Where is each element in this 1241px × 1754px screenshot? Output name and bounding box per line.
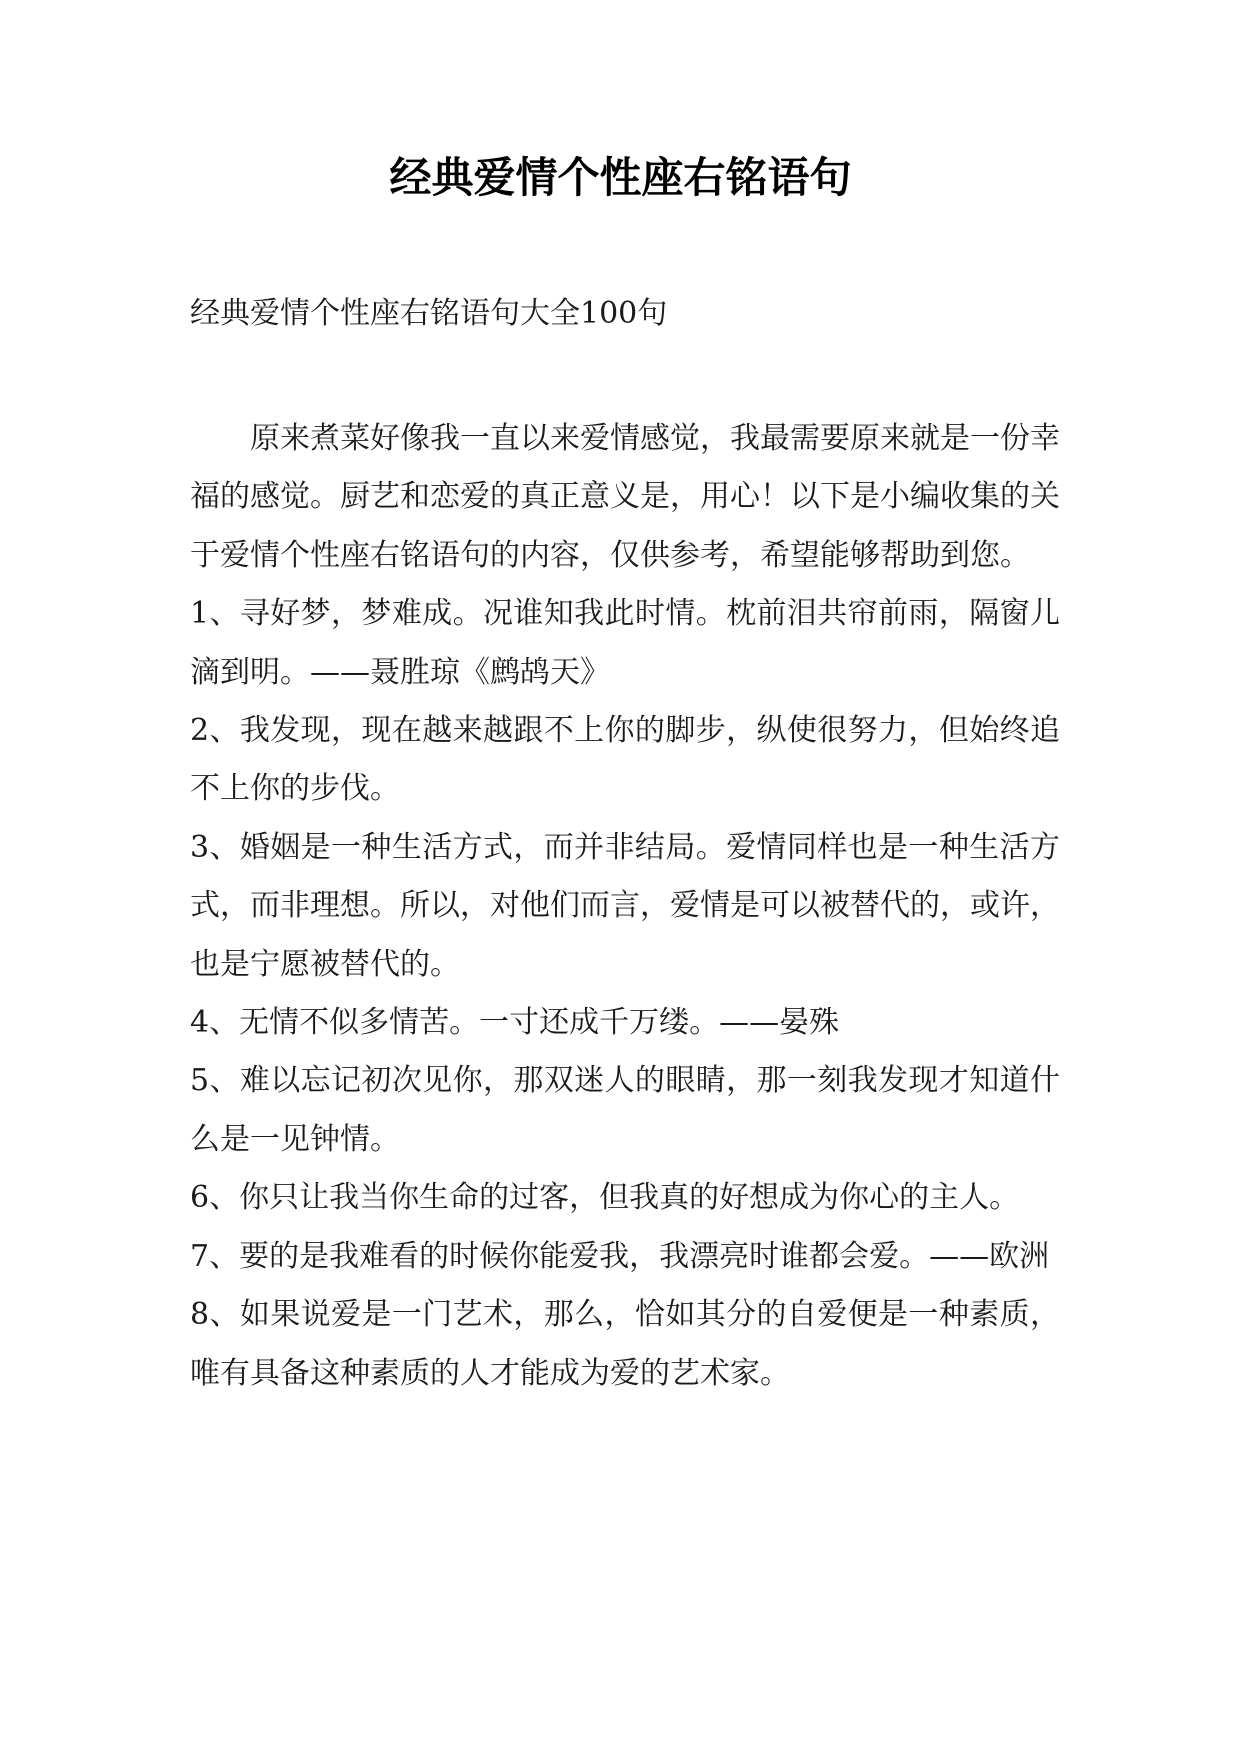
quote-item-4: 4、无情不似多情苦。一寸还成千万缕。——晏殊 [190, 1005, 840, 1041]
quote-item-5: 5、难以忘记初次见你，那双迷人的眼睛，那一刻我发现才知道什么是一见钟情。 [190, 1063, 1060, 1157]
document-body [190, 410, 1060, 1403]
intro-paragraph: 原来煮菜好像我一直以来爱情感觉，我最需要原来就是一份幸福的感觉。厨艺和恋爱的真正意义是，用心！以下是小编收集的关于爱情个性座右铭语句的内容，仅供参考，希望能够帮助到您。 [190, 421, 1060, 573]
quote-item-6: 6、你只让我当你生命的过客，但我真的好想成为你心的主人。 [190, 1180, 1020, 1216]
quote-item-3: 3、婚姻是一种生活方式，而并非结局。爱情同样也是一种生活方式，而非理想。所以，对他们而言，爱情是可以被替代的，或许，也是宁愿被替代的。 [190, 829, 1060, 982]
quote-item-7: 7、要的是我难看的时候你能爱我，我漂亮时谁都会爱。——欧洲 [190, 1238, 1050, 1274]
quote-item-8: 8、如果说爱是一门艺术，那么，恰如其分的自爱便是一种素质，唯有具备这种素质的人才能成为爱的艺术家。 [190, 1297, 1060, 1391]
quote-item-1: 1、寻好梦，梦难成。况谁知我此时情。枕前泪共帘前雨，隔窗儿滴到明。——聂胜琼《鹧鸪天》 [190, 596, 1060, 690]
quote-item-2: 2、我发现，现在越来越跟不上你的脚步，纵使很努力，但始终追不上你的步伐。 [190, 713, 1060, 807]
document-title: 经典爱情个性座右铭语句 [389, 153, 852, 202]
document-subtitle: 经典爱情个性座右铭语句大全100句 [190, 296, 668, 331]
